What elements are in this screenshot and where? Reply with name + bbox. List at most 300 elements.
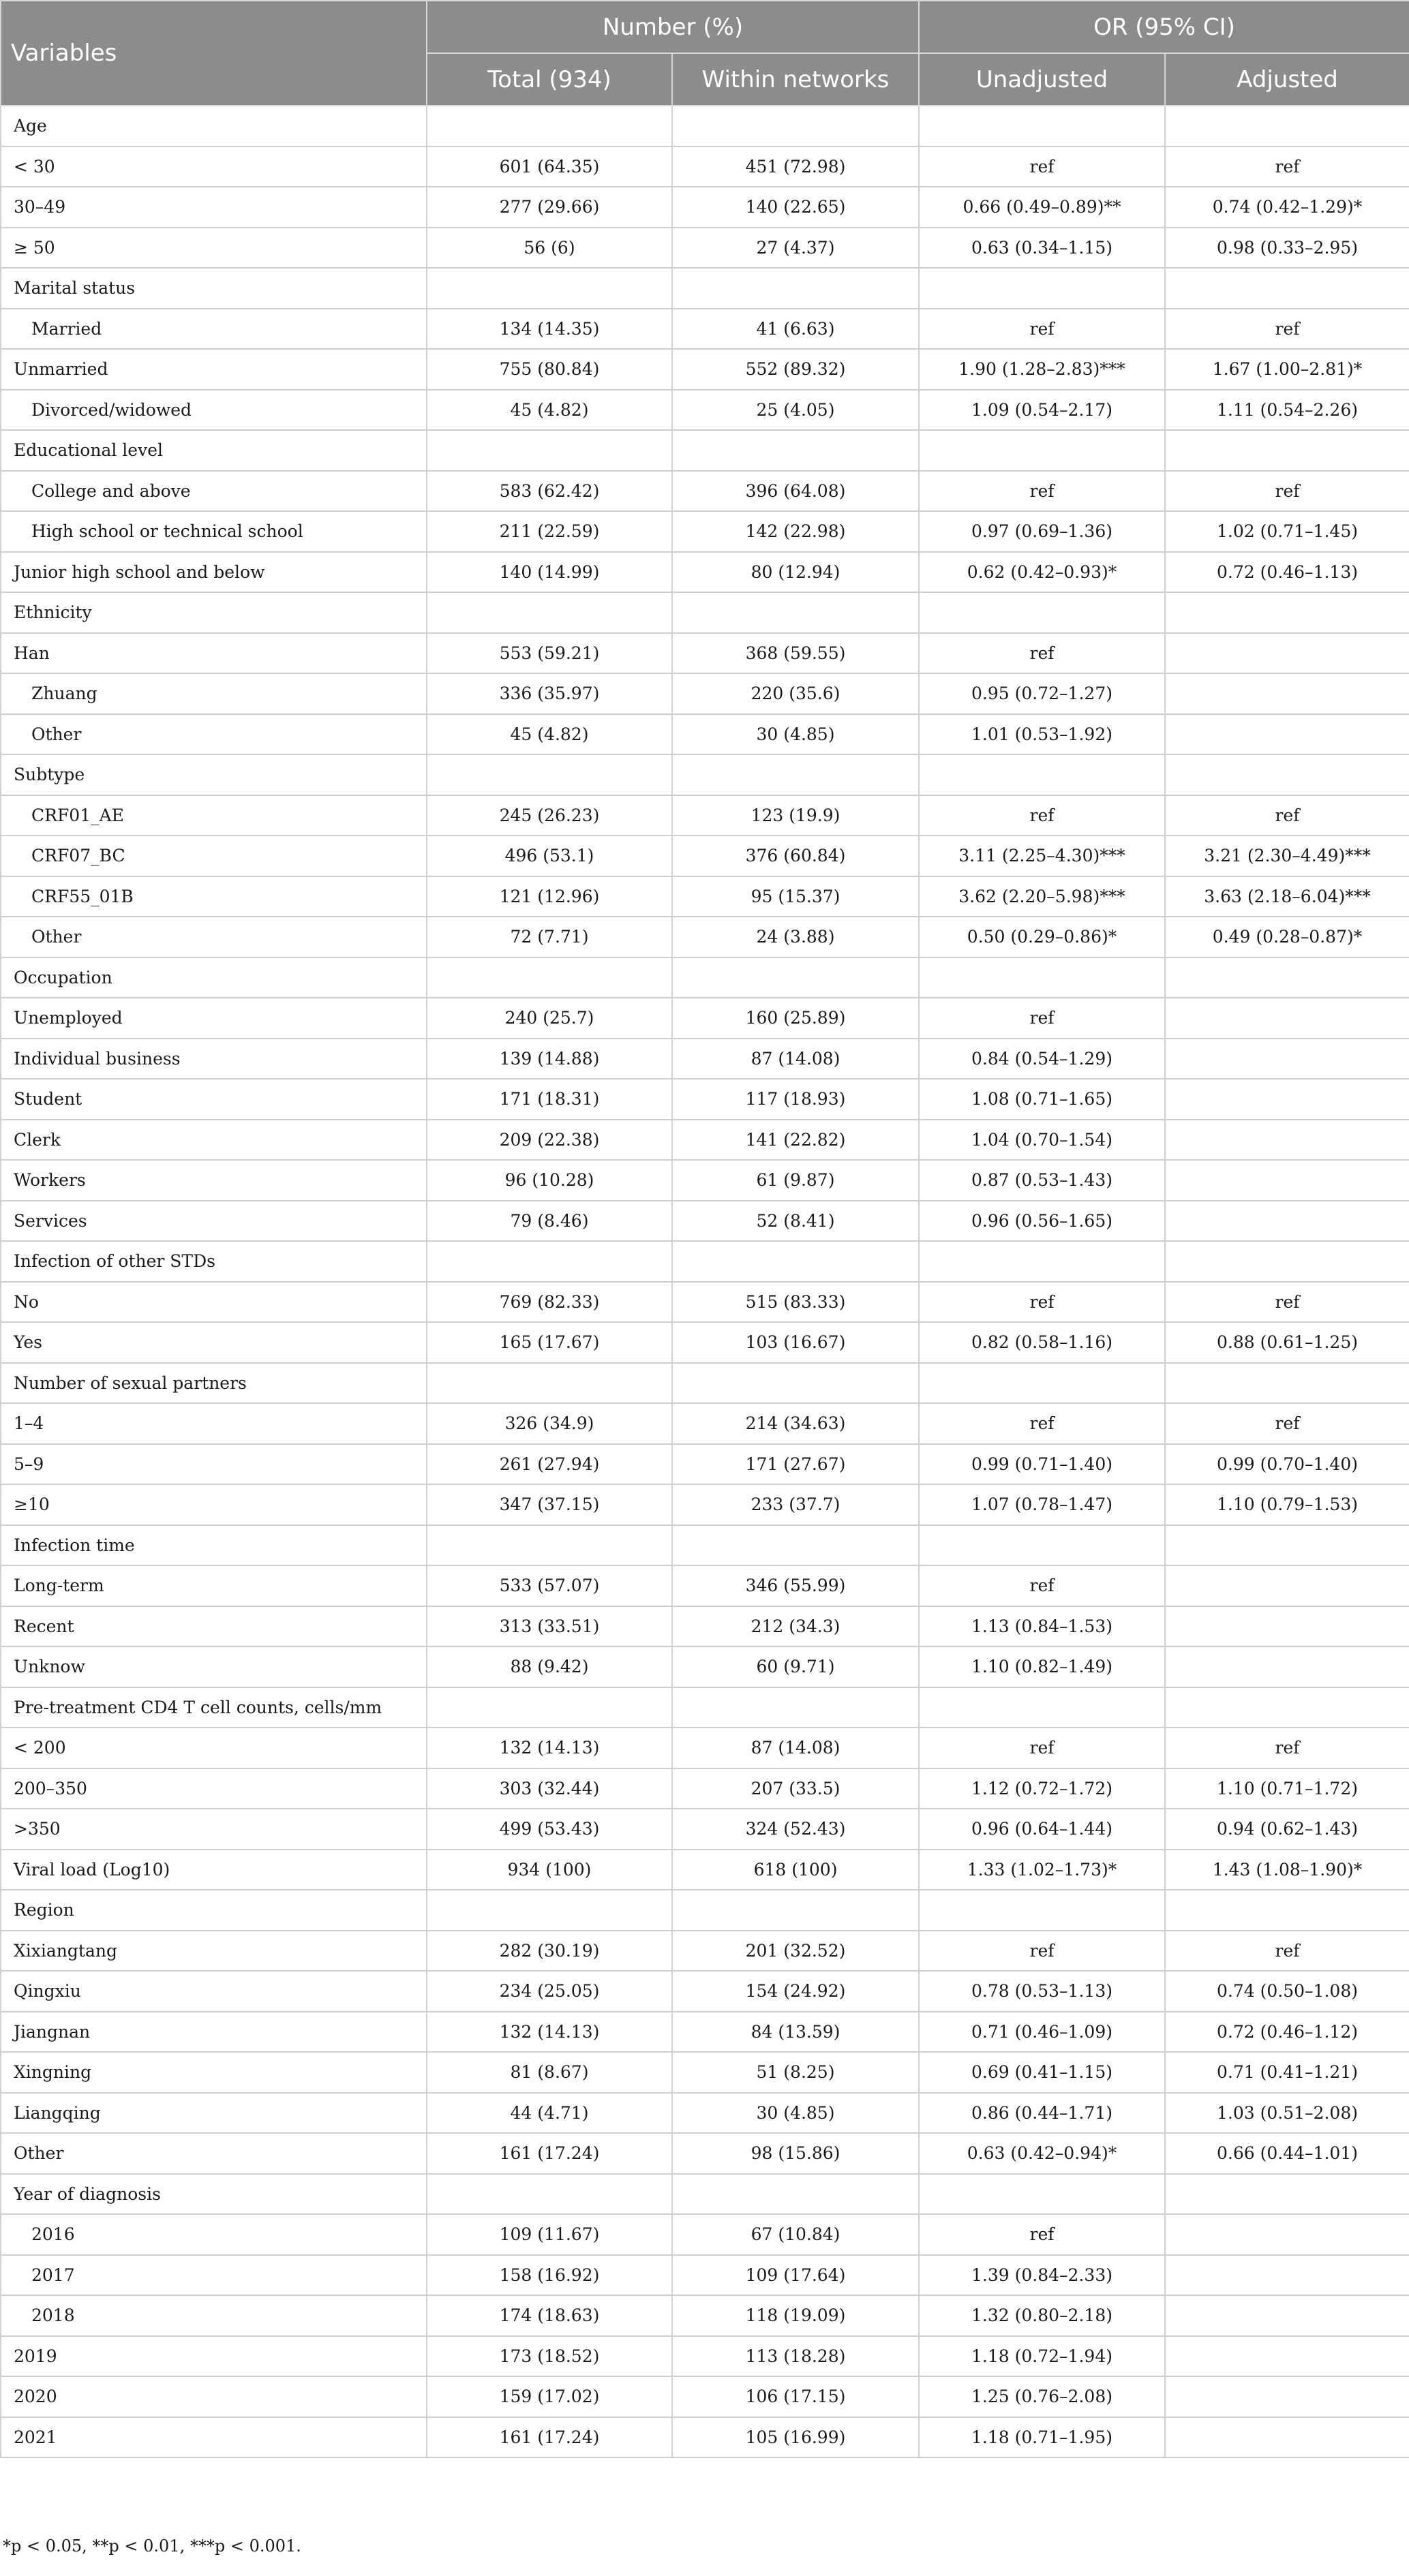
variable-cell: Recent — [1, 1606, 427, 1647]
unadjusted-or-cell: 0.66 (0.49–0.89)** — [919, 187, 1165, 228]
total-cell: 88 (9.42) — [427, 1646, 672, 1687]
within-networks-cell: 61 (9.87) — [672, 1160, 919, 1201]
header-row-1 — [1, 1, 1409, 53]
total-cell: 583 (62.42) — [427, 471, 672, 512]
within-networks-cell: 80 (12.94) — [672, 552, 919, 593]
within-networks-cell: 106 (17.15) — [672, 2376, 919, 2417]
unadjusted-or-cell: 0.63 (0.34–1.15) — [919, 228, 1165, 269]
within-networks-cell: 30 (4.85) — [672, 714, 919, 755]
variable-cell: Yes — [1, 1322, 427, 1363]
unadjusted-or-cell: 1.07 (0.78–1.47) — [919, 1484, 1165, 1525]
variable-cell: Junior high school and below — [1, 552, 427, 593]
within-networks-cell — [672, 592, 919, 633]
adjusted-or-cell: 0.72 (0.46–1.13) — [1165, 552, 1409, 593]
table-row — [1, 2052, 1409, 2093]
group-header-row — [1, 2174, 1409, 2215]
variable-cell: 2017 — [1, 2255, 427, 2296]
variable-cell: Subtype — [1, 754, 427, 795]
adjusted-or-cell — [1165, 957, 1409, 998]
unadjusted-or-cell: ref — [919, 1565, 1165, 1606]
within-networks-cell: 25 (4.05) — [672, 390, 919, 431]
unadjusted-or-cell: 0.97 (0.69–1.36) — [919, 511, 1165, 552]
within-networks-cell: 103 (16.67) — [672, 1322, 919, 1363]
adjusted-or-cell: ref — [1165, 795, 1409, 836]
variable-cell: Zhuang — [1, 673, 427, 714]
table-row — [1, 1403, 1409, 1444]
total-cell: 209 (22.38) — [427, 1120, 672, 1161]
adjusted-or-cell: 1.67 (1.00–2.81)* — [1165, 349, 1409, 390]
table-row — [1, 673, 1409, 714]
total-cell: 132 (14.13) — [427, 2012, 672, 2053]
variable-cell: Student — [1, 1079, 427, 1120]
adjusted-or-cell — [1165, 2174, 1409, 2215]
adjusted-or-cell — [1165, 1646, 1409, 1687]
total-cell: 769 (82.33) — [427, 1282, 672, 1323]
within-networks-cell — [672, 1241, 919, 1282]
unadjusted-or-cell: 0.84 (0.54–1.29) — [919, 1039, 1165, 1079]
adjusted-or-cell — [1165, 1525, 1409, 1566]
unadjusted-or-cell — [919, 1363, 1165, 1404]
within-networks-cell — [672, 754, 919, 795]
total-cell: 81 (8.67) — [427, 2052, 672, 2093]
unadjusted-or-cell: 1.18 (0.71–1.95) — [919, 2417, 1165, 2458]
table-row — [1, 147, 1409, 187]
total-cell: 934 (100) — [427, 1850, 672, 1890]
variable-cell: Services — [1, 1201, 427, 1242]
unadjusted-or-cell: 0.96 (0.56–1.65) — [919, 1201, 1165, 1242]
unadjusted-or-cell: 0.69 (0.41–1.15) — [919, 2052, 1165, 2093]
within-networks-cell: 140 (22.65) — [672, 187, 919, 228]
table-row — [1, 2012, 1409, 2053]
adjusted-or-cell — [1165, 1363, 1409, 1404]
variable-cell: Viral load (Log10) — [1, 1850, 427, 1890]
variable-cell: Long-term — [1, 1565, 427, 1606]
within-networks-cell: 154 (24.92) — [672, 1971, 919, 2012]
within-networks-cell: 618 (100) — [672, 1850, 919, 1890]
total-cell: 109 (11.67) — [427, 2214, 672, 2255]
total-cell: 347 (37.15) — [427, 1484, 672, 1525]
unadjusted-or-cell: 1.10 (0.82–1.49) — [919, 1646, 1165, 1687]
unadjusted-or-cell: ref — [919, 471, 1165, 512]
within-networks-cell: 123 (19.9) — [672, 795, 919, 836]
variable-cell: Jiangnan — [1, 2012, 427, 2053]
adjusted-or-cell: 0.71 (0.41–1.21) — [1165, 2052, 1409, 2093]
total-cell: 234 (25.05) — [427, 1971, 672, 2012]
unadjusted-or-cell: 3.11 (2.25–4.30)*** — [919, 835, 1165, 876]
adjusted-or-cell — [1165, 2295, 1409, 2336]
footnote: *p < 0.05, **p < 0.01, ***p < 0.001. — [3, 2536, 301, 2556]
adjusted-or-cell: ref — [1165, 1282, 1409, 1323]
unadjusted-or-cell: 1.90 (1.28–2.83)*** — [919, 349, 1165, 390]
total-cell — [427, 1890, 672, 1931]
total-cell: 755 (80.84) — [427, 349, 672, 390]
total-cell — [427, 592, 672, 633]
within-networks-cell: 324 (52.43) — [672, 1809, 919, 1850]
adjusted-or-cell — [1165, 592, 1409, 633]
total-cell — [427, 2174, 672, 2215]
variable-cell: CRF07_BC — [1, 835, 427, 876]
unadjusted-or-cell: 0.99 (0.71–1.40) — [919, 1444, 1165, 1485]
total-cell: 601 (64.35) — [427, 147, 672, 187]
table-row — [1, 2417, 1409, 2458]
variable-cell: Other — [1, 714, 427, 755]
unadjusted-or-cell: 1.13 (0.84–1.53) — [919, 1606, 1165, 1647]
variable-cell: 2021 — [1, 2417, 427, 2458]
group-header-row — [1, 957, 1409, 998]
variable-cell: Occupation — [1, 957, 427, 998]
variable-cell: 2020 — [1, 2376, 427, 2417]
within-networks-cell — [672, 106, 919, 147]
adjusted-or-cell: 1.43 (1.08–1.90)* — [1165, 1850, 1409, 1890]
variable-cell: ≥ 50 — [1, 228, 427, 269]
within-networks-cell: 346 (55.99) — [672, 1565, 919, 1606]
unadjusted-or-cell — [919, 957, 1165, 998]
total-cell: 277 (29.66) — [427, 187, 672, 228]
variable-cell: Liangqing — [1, 2093, 427, 2134]
table-row — [1, 835, 1409, 876]
variable-cell: < 30 — [1, 147, 427, 187]
table-row — [1, 2093, 1409, 2134]
within-networks-cell: 376 (60.84) — [672, 835, 919, 876]
variable-cell: Workers — [1, 1160, 427, 1201]
adjusted-or-cell — [1165, 268, 1409, 309]
within-networks-cell — [672, 1890, 919, 1931]
within-networks-cell: 160 (25.89) — [672, 998, 919, 1039]
total-cell — [427, 1241, 672, 1282]
adjusted-or-cell — [1165, 1160, 1409, 1201]
unadjusted-or-cell: ref — [919, 1931, 1165, 1972]
variable-cell: >350 — [1, 1809, 427, 1850]
total-cell: 211 (22.59) — [427, 511, 672, 552]
unadjusted-or-cell — [919, 592, 1165, 633]
unadjusted-or-cell — [919, 1525, 1165, 1566]
table-row — [1, 917, 1409, 957]
unadjusted-or-cell: 1.25 (0.76–2.08) — [919, 2376, 1165, 2417]
within-networks-cell: 51 (8.25) — [672, 2052, 919, 2093]
unadjusted-or-cell: ref — [919, 147, 1165, 187]
total-cell: 240 (25.7) — [427, 998, 672, 1039]
total-cell — [427, 430, 672, 471]
variable-cell: 30–49 — [1, 187, 427, 228]
total-cell: 161 (17.24) — [427, 2133, 672, 2174]
group-header-row — [1, 754, 1409, 795]
table-row — [1, 1484, 1409, 1525]
group-header-row — [1, 1363, 1409, 1404]
table-row — [1, 1201, 1409, 1242]
within-networks-cell: 368 (59.55) — [672, 633, 919, 674]
unadjusted-or-cell: 0.62 (0.42–0.93)* — [919, 552, 1165, 593]
adjusted-or-cell: 0.99 (0.70–1.40) — [1165, 1444, 1409, 1485]
unadjusted-or-cell: 0.96 (0.64–1.44) — [919, 1809, 1165, 1850]
within-networks-cell: 515 (83.33) — [672, 1282, 919, 1323]
table-row — [1, 2255, 1409, 2296]
within-networks-cell — [672, 1363, 919, 1404]
adjusted-or-cell: 1.03 (0.51–2.08) — [1165, 2093, 1409, 2134]
total-cell: 79 (8.46) — [427, 1201, 672, 1242]
variable-cell: Qingxiu — [1, 1971, 427, 2012]
unadjusted-or-cell: 1.08 (0.71–1.65) — [919, 1079, 1165, 1120]
table-row — [1, 1931, 1409, 1972]
table-row — [1, 552, 1409, 593]
adjusted-or-cell — [1165, 2214, 1409, 2255]
adjusted-or-cell: 1.11 (0.54–2.26) — [1165, 390, 1409, 431]
adjusted-or-cell: ref — [1165, 1728, 1409, 1768]
variable-cell: < 200 — [1, 1728, 427, 1768]
adjusted-or-cell — [1165, 1687, 1409, 1728]
adjusted-or-cell: 0.98 (0.33–2.95) — [1165, 228, 1409, 269]
variable-cell: Clerk — [1, 1120, 427, 1161]
total-cell: 158 (16.92) — [427, 2255, 672, 2296]
variable-cell: Individual business — [1, 1039, 427, 1079]
unadjusted-or-cell — [919, 106, 1165, 147]
total-cell: 139 (14.88) — [427, 1039, 672, 1079]
table-row — [1, 1444, 1409, 1485]
group-header-row — [1, 592, 1409, 633]
unadjusted-or-cell: 1.12 (0.72–1.72) — [919, 1768, 1165, 1809]
within-networks-cell: 41 (6.63) — [672, 309, 919, 350]
table-row — [1, 876, 1409, 917]
total-cell: 44 (4.71) — [427, 2093, 672, 2134]
total-cell: 173 (18.52) — [427, 2336, 672, 2377]
variable-cell: Xixiangtang — [1, 1931, 427, 1972]
adjusted-or-cell: ref — [1165, 147, 1409, 187]
unadjusted-or-cell — [919, 1687, 1165, 1728]
variable-cell: Unknow — [1, 1646, 427, 1687]
unadjusted-or-cell: ref — [919, 1403, 1165, 1444]
table-row — [1, 1160, 1409, 1201]
within-networks-cell: 105 (16.99) — [672, 2417, 919, 2458]
adjusted-or-cell: 1.02 (0.71–1.45) — [1165, 511, 1409, 552]
group-header-row — [1, 268, 1409, 309]
within-networks-cell — [672, 430, 919, 471]
within-networks-cell: 141 (22.82) — [672, 1120, 919, 1161]
variable-cell: High school or technical school — [1, 511, 427, 552]
adjusted-or-cell — [1165, 1039, 1409, 1079]
adjusted-or-cell — [1165, 1565, 1409, 1606]
group-header-row — [1, 1241, 1409, 1282]
variable-cell: 200–350 — [1, 1768, 427, 1809]
adjusted-or-cell — [1165, 673, 1409, 714]
table-row — [1, 228, 1409, 269]
adjusted-or-cell — [1165, 2336, 1409, 2377]
variable-cell: Region — [1, 1890, 427, 1931]
header-number-pct: Number (%) — [427, 1, 919, 53]
adjusted-or-cell: 0.66 (0.44–1.01) — [1165, 2133, 1409, 2174]
table-row — [1, 1971, 1409, 2012]
adjusted-or-cell: 1.10 (0.79–1.53) — [1165, 1484, 1409, 1525]
adjusted-or-cell — [1165, 1079, 1409, 1120]
adjusted-or-cell — [1165, 430, 1409, 471]
variable-cell: Infection of other STDs — [1, 1241, 427, 1282]
group-header-row — [1, 106, 1409, 147]
unadjusted-or-cell: 1.33 (1.02–1.73)* — [919, 1850, 1165, 1890]
table-row — [1, 2336, 1409, 2377]
table-row — [1, 1850, 1409, 1890]
adjusted-or-cell: 3.21 (2.30–4.49)*** — [1165, 835, 1409, 876]
total-cell: 72 (7.71) — [427, 917, 672, 957]
table-row — [1, 2376, 1409, 2417]
variable-cell: CRF55_01B — [1, 876, 427, 917]
within-networks-cell: 171 (27.67) — [672, 1444, 919, 1485]
table-header — [1, 1, 1409, 106]
table-row — [1, 795, 1409, 836]
total-cell: 134 (14.35) — [427, 309, 672, 350]
header-total: Total (934) — [427, 53, 672, 106]
total-cell: 496 (53.1) — [427, 835, 672, 876]
variable-cell: Marital status — [1, 268, 427, 309]
total-cell: 553 (59.21) — [427, 633, 672, 674]
total-cell — [427, 106, 672, 147]
within-networks-cell: 117 (18.93) — [672, 1079, 919, 1120]
table-body — [1, 106, 1409, 2457]
total-cell: 140 (14.99) — [427, 552, 672, 593]
variable-cell: Pre-treatment CD4 T cell counts, cells/mm — [1, 1687, 427, 1728]
total-cell: 303 (32.44) — [427, 1768, 672, 1809]
variable-cell: 2018 — [1, 2295, 427, 2336]
total-cell: 171 (18.31) — [427, 1079, 672, 1120]
within-networks-cell: 113 (18.28) — [672, 2336, 919, 2377]
unadjusted-or-cell: ref — [919, 2214, 1165, 2255]
variable-cell: Xingning — [1, 2052, 427, 2093]
within-networks-cell: 212 (34.3) — [672, 1606, 919, 1647]
adjusted-or-cell: 0.49 (0.28–0.87)* — [1165, 917, 1409, 957]
within-networks-cell: 201 (32.52) — [672, 1931, 919, 1972]
table-row — [1, 633, 1409, 674]
within-networks-cell: 24 (3.88) — [672, 917, 919, 957]
unadjusted-or-cell: ref — [919, 1728, 1165, 1768]
table-row — [1, 1728, 1409, 1768]
adjusted-or-cell: ref — [1165, 1931, 1409, 1972]
within-networks-cell — [672, 957, 919, 998]
within-networks-cell: 87 (14.08) — [672, 1728, 919, 1768]
unadjusted-or-cell: 1.18 (0.72–1.94) — [919, 2336, 1165, 2377]
within-networks-cell: 214 (34.63) — [672, 1403, 919, 1444]
total-cell: 161 (17.24) — [427, 2417, 672, 2458]
adjusted-or-cell — [1165, 1606, 1409, 1647]
total-cell: 326 (34.9) — [427, 1403, 672, 1444]
variable-cell: Married — [1, 309, 427, 350]
within-networks-cell: 95 (15.37) — [672, 876, 919, 917]
adjusted-or-cell — [1165, 754, 1409, 795]
variable-cell: No — [1, 1282, 427, 1323]
within-networks-cell — [672, 2174, 919, 2215]
within-networks-cell: 451 (72.98) — [672, 147, 919, 187]
within-networks-cell: 220 (35.6) — [672, 673, 919, 714]
table-row — [1, 998, 1409, 1039]
unadjusted-or-cell: ref — [919, 309, 1165, 350]
variable-cell: 5–9 — [1, 1444, 427, 1485]
within-networks-cell — [672, 268, 919, 309]
unadjusted-or-cell — [919, 754, 1165, 795]
total-cell: 56 (6) — [427, 228, 672, 269]
within-networks-cell: 67 (10.84) — [672, 2214, 919, 2255]
unadjusted-or-cell: 3.62 (2.20–5.98)*** — [919, 876, 1165, 917]
total-cell: 533 (57.07) — [427, 1565, 672, 1606]
table-row — [1, 2133, 1409, 2174]
adjusted-or-cell — [1165, 2255, 1409, 2296]
adjusted-or-cell — [1165, 1120, 1409, 1161]
table-row — [1, 2214, 1409, 2255]
total-cell: 45 (4.82) — [427, 390, 672, 431]
total-cell: 313 (33.51) — [427, 1606, 672, 1647]
adjusted-or-cell — [1165, 633, 1409, 674]
unadjusted-or-cell: ref — [919, 633, 1165, 674]
group-header-row — [1, 430, 1409, 471]
within-networks-cell: 27 (4.37) — [672, 228, 919, 269]
total-cell: 121 (12.96) — [427, 876, 672, 917]
variable-cell: Han — [1, 633, 427, 674]
table-row — [1, 1809, 1409, 1850]
table-row — [1, 1565, 1409, 1606]
unadjusted-or-cell: 1.32 (0.80–2.18) — [919, 2295, 1165, 2336]
variable-cell: Number of sexual partners — [1, 1363, 427, 1404]
within-networks-cell: 98 (15.86) — [672, 2133, 919, 2174]
total-cell: 96 (10.28) — [427, 1160, 672, 1201]
within-networks-cell: 396 (64.08) — [672, 471, 919, 512]
variable-cell: Year of diagnosis — [1, 2174, 427, 2215]
unadjusted-or-cell — [919, 1890, 1165, 1931]
variable-cell: Unemployed — [1, 998, 427, 1039]
adjusted-or-cell — [1165, 714, 1409, 755]
total-cell — [427, 754, 672, 795]
unadjusted-or-cell: 1.09 (0.54–2.17) — [919, 390, 1165, 431]
table-row — [1, 1282, 1409, 1323]
adjusted-or-cell — [1165, 106, 1409, 147]
variable-cell: Other — [1, 2133, 427, 2174]
total-cell: 261 (27.94) — [427, 1444, 672, 1485]
variable-cell: Other — [1, 917, 427, 957]
total-cell: 245 (26.23) — [427, 795, 672, 836]
adjusted-or-cell: 3.63 (2.18–6.04)*** — [1165, 876, 1409, 917]
variable-cell: College and above — [1, 471, 427, 512]
total-cell: 45 (4.82) — [427, 714, 672, 755]
total-cell: 165 (17.67) — [427, 1322, 672, 1363]
within-networks-cell: 60 (9.71) — [672, 1646, 919, 1687]
header-or-ci: OR (95% CI) — [919, 1, 1409, 53]
total-cell: 282 (30.19) — [427, 1931, 672, 1972]
unadjusted-or-cell: 0.50 (0.29–0.86)* — [919, 917, 1165, 957]
within-networks-cell — [672, 1525, 919, 1566]
unadjusted-or-cell: 1.39 (0.84–2.33) — [919, 2255, 1165, 2296]
variable-cell: Ethnicity — [1, 592, 427, 633]
table-row — [1, 1606, 1409, 1647]
unadjusted-or-cell: ref — [919, 795, 1165, 836]
table-row — [1, 1646, 1409, 1687]
table-row — [1, 390, 1409, 431]
within-networks-cell — [672, 1687, 919, 1728]
within-networks-cell: 30 (4.85) — [672, 2093, 919, 2134]
group-header-row — [1, 1890, 1409, 1931]
adjusted-or-cell — [1165, 998, 1409, 1039]
table-row — [1, 1079, 1409, 1120]
within-networks-cell: 552 (89.32) — [672, 349, 919, 390]
table-row — [1, 349, 1409, 390]
adjusted-or-cell: 0.88 (0.61–1.25) — [1165, 1322, 1409, 1363]
adjusted-or-cell — [1165, 1241, 1409, 1282]
adjusted-or-cell — [1165, 1890, 1409, 1931]
total-cell: 132 (14.13) — [427, 1728, 672, 1768]
variable-cell: Infection time — [1, 1525, 427, 1566]
unadjusted-or-cell: 0.86 (0.44–1.71) — [919, 2093, 1165, 2134]
variable-cell: Educational level — [1, 430, 427, 471]
within-networks-cell: 109 (17.64) — [672, 2255, 919, 2296]
within-networks-cell: 207 (33.5) — [672, 1768, 919, 1809]
adjusted-or-cell: 0.94 (0.62–1.43) — [1165, 1809, 1409, 1850]
unadjusted-or-cell — [919, 430, 1165, 471]
adjusted-or-cell: ref — [1165, 309, 1409, 350]
table-row — [1, 2295, 1409, 2336]
unadjusted-or-cell — [919, 1241, 1165, 1282]
